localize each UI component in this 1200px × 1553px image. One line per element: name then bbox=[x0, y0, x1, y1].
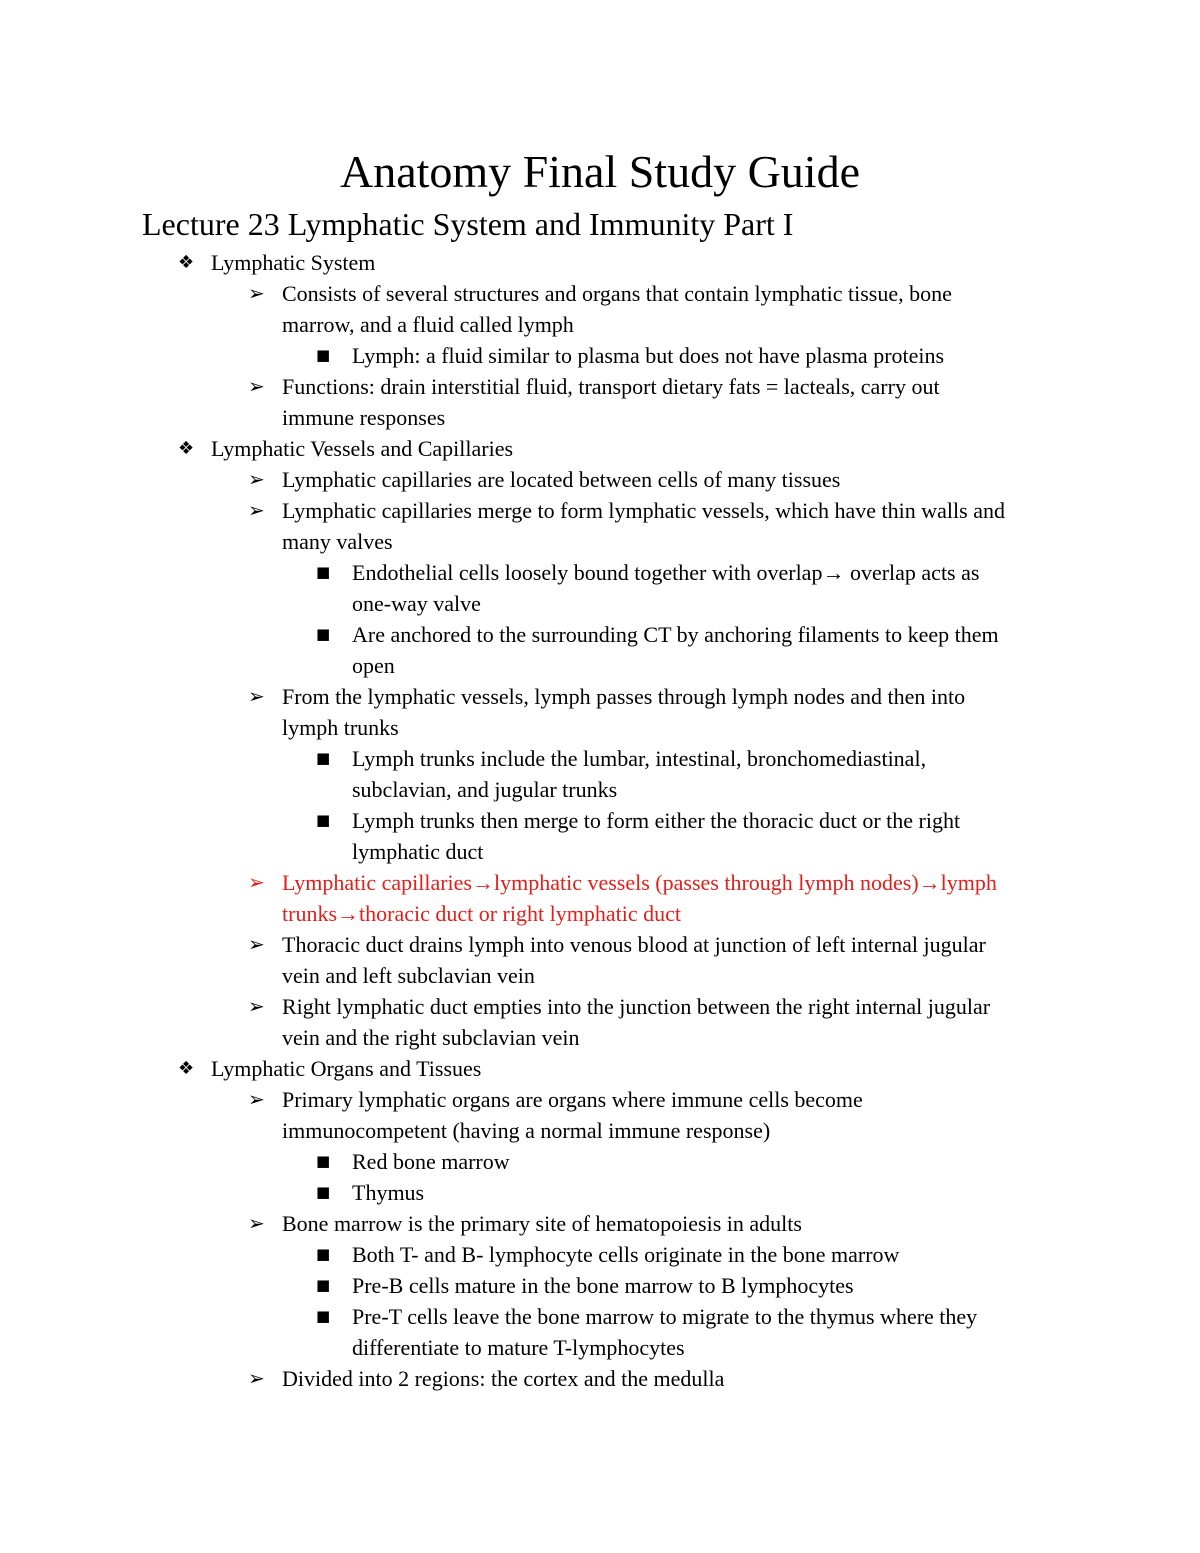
outline-item bbox=[0, 557, 1200, 588]
outline-text: Lymphatic capillaries→lymphatic vessels (passes through lymph nodes)→lymph bbox=[282, 870, 997, 895]
outline-item-continuation bbox=[0, 898, 1200, 929]
outline-text: Lymph trunks then merge to form either the thoracic duct or the right bbox=[352, 808, 961, 833]
arrowhead-bullet-icon: ➢ bbox=[248, 932, 265, 956]
outline-text: differentiate to mature T-lymphocytes bbox=[352, 1335, 685, 1360]
outline-text: Lymphatic System bbox=[211, 250, 376, 275]
square-bullet-icon: ■ bbox=[316, 1183, 331, 1201]
outline-item bbox=[0, 371, 1200, 402]
square-bullet-icon: ■ bbox=[316, 1152, 331, 1170]
outline-text: Are anchored to the surrounding CT by anchoring filaments to keep them bbox=[352, 622, 999, 647]
diamond-bullet-icon: ❖ bbox=[178, 1058, 195, 1079]
outline-item bbox=[0, 867, 1200, 898]
diamond-bullet-icon: ❖ bbox=[178, 252, 195, 273]
outline-text: lymphatic duct bbox=[352, 839, 484, 864]
outline-text: open bbox=[352, 653, 395, 678]
outline-item-continuation bbox=[0, 712, 1200, 743]
outline-text: marrow, and a fluid called lymph bbox=[282, 312, 574, 337]
outline-text: Lymph trunks include the lumbar, intestinal, bronchomediastinal, bbox=[352, 746, 927, 771]
outline-text: Lymphatic capillaries merge to form lymphatic vessels, which have thin walls and bbox=[282, 498, 1005, 523]
lecture-heading: Lecture 23 Lymphatic System and Immunity Part I bbox=[142, 206, 794, 242]
outline-text: many valves bbox=[282, 529, 393, 554]
diamond-bullet-icon: ❖ bbox=[178, 438, 195, 459]
outline-text: Lymph: a fluid similar to plasma but does not have plasma proteins bbox=[352, 343, 945, 368]
outline-text: Pre-B cells mature in the bone marrow to B lymphocytes bbox=[352, 1273, 854, 1298]
outline-text: Red bone marrow bbox=[352, 1149, 510, 1174]
outline-item-continuation bbox=[0, 960, 1200, 991]
outline-item bbox=[0, 1053, 1200, 1084]
outline-item-continuation bbox=[0, 836, 1200, 867]
outline-item bbox=[0, 1270, 1200, 1301]
outline-item bbox=[0, 1208, 1200, 1239]
outline-text: Consists of several structures and organs that contain lymphatic tissue, bone bbox=[282, 281, 952, 306]
outline-item bbox=[0, 1146, 1200, 1177]
outline-item bbox=[0, 1301, 1200, 1332]
outline-item bbox=[0, 495, 1200, 526]
square-bullet-icon: ■ bbox=[316, 1276, 331, 1294]
outline-item-continuation bbox=[0, 1115, 1200, 1146]
outline-text: lymph trunks bbox=[282, 715, 399, 740]
outline-item-continuation bbox=[0, 526, 1200, 557]
square-bullet-icon: ■ bbox=[316, 625, 331, 643]
outline-item-continuation bbox=[0, 1022, 1200, 1053]
arrowhead-bullet-icon: ➢ bbox=[248, 374, 265, 398]
outline-item bbox=[0, 278, 1200, 309]
outline-text: vein and left subclavian vein bbox=[282, 963, 535, 988]
outline-text: immune responses bbox=[282, 405, 446, 430]
outline-item bbox=[0, 1363, 1200, 1394]
outline-item bbox=[0, 743, 1200, 774]
outline-item bbox=[0, 433, 1200, 464]
arrowhead-bullet-icon: ➢ bbox=[248, 1366, 265, 1390]
square-bullet-icon: ■ bbox=[316, 1245, 331, 1263]
arrowhead-bullet-icon: ➢ bbox=[248, 281, 265, 305]
outline-text: Bone marrow is the primary site of hematopoiesis in adults bbox=[282, 1211, 802, 1236]
outline-item bbox=[0, 1084, 1200, 1115]
square-bullet-icon: ■ bbox=[316, 811, 331, 829]
arrowhead-bullet-icon: ➢ bbox=[248, 498, 265, 522]
outline-item bbox=[0, 464, 1200, 495]
square-bullet-icon: ■ bbox=[316, 563, 331, 581]
page-title: Anatomy Final Study Guide bbox=[339, 146, 861, 197]
square-bullet-icon: ■ bbox=[316, 346, 331, 364]
arrowhead-bullet-icon: ➢ bbox=[248, 467, 265, 491]
outline-text: Thoracic duct drains lymph into venous blood at junction of left internal jugular bbox=[282, 932, 986, 957]
outline-text: Functions: drain interstitial fluid, transport dietary fats = lacteals, carry out bbox=[282, 374, 940, 399]
outline-text: Lymphatic Organs and Tissues bbox=[211, 1056, 482, 1081]
outline-text: Lymphatic Vessels and Capillaries bbox=[211, 436, 514, 461]
square-bullet-icon: ■ bbox=[316, 749, 331, 767]
outline-text: Divided into 2 regions: the cortex and the medulla bbox=[282, 1366, 725, 1391]
outline-item bbox=[0, 340, 1200, 371]
arrowhead-bullet-icon: ➢ bbox=[248, 1087, 265, 1111]
outline-text: vein and the right subclavian vein bbox=[282, 1025, 580, 1050]
outline-item bbox=[0, 247, 1200, 278]
arrowhead-bullet-icon: ➢ bbox=[248, 870, 265, 894]
outline-text: subclavian, and jugular trunks bbox=[352, 777, 618, 802]
outline-item bbox=[0, 805, 1200, 836]
outline-text: Endothelial cells loosely bound together with overlap→ overlap acts as bbox=[352, 560, 980, 585]
outline-text: Primary lymphatic organs are organs where immune cells become bbox=[282, 1087, 863, 1112]
arrowhead-bullet-icon: ➢ bbox=[248, 994, 265, 1018]
outline-text: trunks→thoracic duct or right lymphatic duct bbox=[282, 901, 681, 926]
outline-item-continuation bbox=[0, 402, 1200, 433]
outline-item-continuation bbox=[0, 774, 1200, 805]
outline-text: From the lymphatic vessels, lymph passes through lymph nodes and then into bbox=[282, 684, 966, 709]
outline-item bbox=[0, 619, 1200, 650]
outline-text: Pre-T cells leave the bone marrow to migrate to the thymus where they bbox=[352, 1304, 978, 1329]
outline-text: Right lymphatic duct empties into the junction between the right internal jugular bbox=[282, 994, 991, 1019]
outline-item bbox=[0, 991, 1200, 1022]
arrowhead-bullet-icon: ➢ bbox=[248, 684, 265, 708]
outline-text: Both T- and B- lymphocyte cells originate in the bone marrow bbox=[352, 1242, 900, 1267]
outline-text: Thymus bbox=[352, 1180, 425, 1205]
outline-text: Lymphatic capillaries are located between cells of many tissues bbox=[282, 467, 841, 492]
outline-text: one-way valve bbox=[352, 591, 481, 616]
outline-text: immunocompetent (having a normal immune response) bbox=[282, 1118, 771, 1143]
outline-item bbox=[0, 929, 1200, 960]
outline-item-continuation bbox=[0, 309, 1200, 340]
outline-item-continuation bbox=[0, 1332, 1200, 1363]
study-outline bbox=[0, 247, 1200, 1394]
outline-item bbox=[0, 1177, 1200, 1208]
outline-item-continuation bbox=[0, 650, 1200, 681]
outline-item-continuation bbox=[0, 588, 1200, 619]
arrowhead-bullet-icon: ➢ bbox=[248, 1211, 265, 1235]
outline-item bbox=[0, 1239, 1200, 1270]
square-bullet-icon: ■ bbox=[316, 1307, 331, 1325]
outline-item bbox=[0, 681, 1200, 712]
